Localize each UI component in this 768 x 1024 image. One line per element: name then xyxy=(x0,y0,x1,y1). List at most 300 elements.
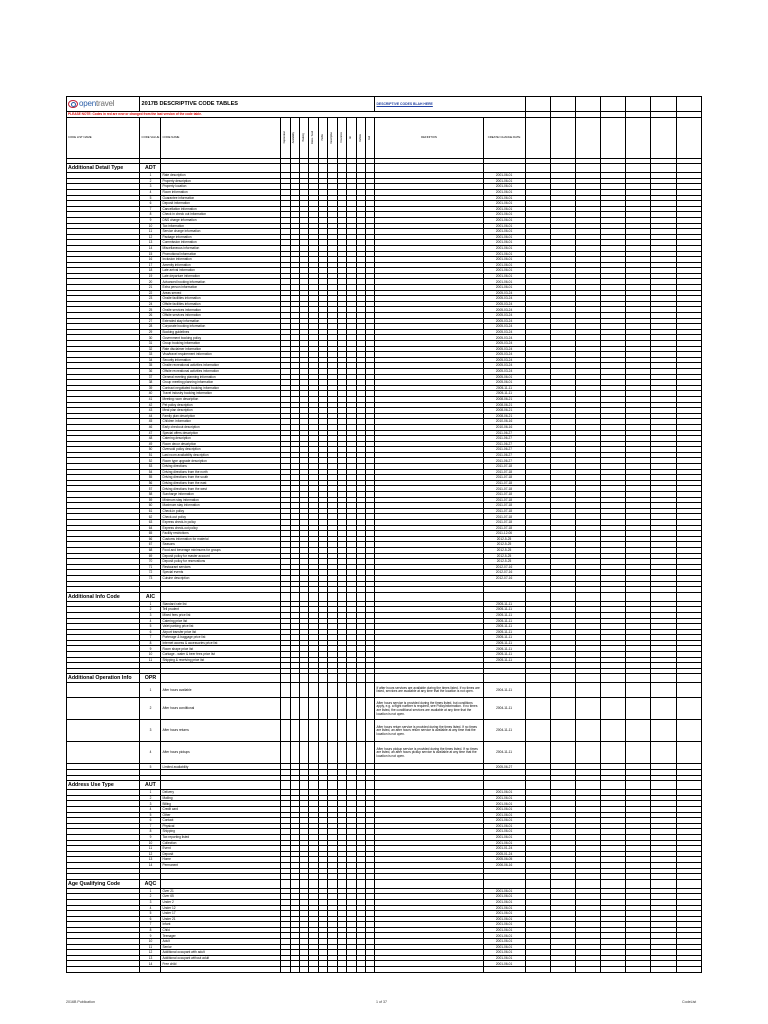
opentravel-logo: opentravel xyxy=(68,100,138,108)
create-change-date: 2001-06-01 xyxy=(483,823,525,829)
code-name: Free child xyxy=(161,961,281,967)
code-name: Additional occupant with adult xyxy=(161,950,281,956)
code-value: 2 xyxy=(140,178,161,184)
code-value: 13 xyxy=(140,240,161,246)
create-change-date: 2005-03-24 xyxy=(483,363,525,369)
col-flag-1: Availability xyxy=(290,117,299,158)
code-name: Facility restrictions xyxy=(161,531,281,537)
code-value: 11 xyxy=(140,944,161,950)
code-value: 48 xyxy=(140,436,161,442)
create-change-date: 2011-07-18 xyxy=(483,486,525,492)
create-change-date: 2005-11-11 xyxy=(483,629,525,635)
code-name: After hours conditional xyxy=(161,698,281,720)
create-change-date: 2008-06-21 xyxy=(483,408,525,414)
code-name: Amenity information xyxy=(161,262,281,268)
code-name: Deposit xyxy=(161,851,281,857)
code-name: Over 65 xyxy=(161,894,281,900)
code-value: 35 xyxy=(140,363,161,369)
code-name: Seasons xyxy=(161,542,281,548)
code-name: Shipping xyxy=(161,829,281,835)
create-change-date: 2001-06-01 xyxy=(483,961,525,967)
create-change-date: 2011-06-27 xyxy=(483,430,525,436)
code-value: 5 xyxy=(140,624,161,630)
code-name: Cuisine description xyxy=(161,575,281,581)
code-name: Pet policy description xyxy=(161,402,281,408)
create-change-date: 2001-06-01 xyxy=(483,189,525,195)
code-value: 41 xyxy=(140,396,161,402)
create-change-date: 2001-06-01 xyxy=(483,790,525,796)
create-change-date: 2005-03-24 xyxy=(483,352,525,358)
code-name: Commission information xyxy=(161,240,281,246)
code-name: Physical xyxy=(161,823,281,829)
code-value: 38 xyxy=(140,380,161,386)
code-name: Tax information xyxy=(161,223,281,229)
code-value: 47 xyxy=(140,430,161,436)
code-name: After hours pickups xyxy=(161,742,281,764)
create-change-date: 2011-07-18 xyxy=(483,464,525,470)
code-name: Contract negotiated booking information xyxy=(161,385,281,391)
code-name: Restaurant services xyxy=(161,564,281,570)
col-definition: DEFINITION xyxy=(375,117,483,158)
create-change-date: 2001-06-01 xyxy=(483,184,525,190)
code-name: Visa/travel requirement information xyxy=(161,352,281,358)
create-change-date: 2011-07-18 xyxy=(483,492,525,498)
create-change-date: 2005-03-24 xyxy=(483,318,525,324)
code-value: 45 xyxy=(140,419,161,425)
create-change-date: 2001-06-01 xyxy=(483,818,525,824)
code-name: Travel industry booking information xyxy=(161,391,281,397)
col-create-change-date: CREATE/ CHANGE DATE xyxy=(483,117,525,158)
code-value: 58 xyxy=(140,492,161,498)
create-change-date: 2001-06-01 xyxy=(483,245,525,251)
code-value: 19 xyxy=(140,273,161,279)
code-name: Senior xyxy=(161,944,281,950)
create-change-date: 2005-11-11 xyxy=(483,624,525,630)
create-change-date: 2001-06-01 xyxy=(483,195,525,201)
code-name: Meeting room description xyxy=(161,396,281,402)
code-value: 11 xyxy=(140,846,161,852)
code-value: 5 xyxy=(140,911,161,917)
page-title: 2017B DESCRIPTIVE CODE TABLES xyxy=(140,97,375,112)
code-value: 1 xyxy=(140,683,161,698)
code-value: 7 xyxy=(140,823,161,829)
code-value: 1 xyxy=(140,173,161,179)
code-value: 64 xyxy=(140,525,161,531)
code-name: Package information xyxy=(161,234,281,240)
create-change-date: 2005-11-11 xyxy=(483,646,525,652)
code-value: 67 xyxy=(140,542,161,548)
col-flag-9: Rail xyxy=(366,117,375,158)
code-name: Catering price list xyxy=(161,618,281,624)
col-code-name: CODE NAME xyxy=(161,117,281,158)
code-name: Corkage - water & beer fees price list xyxy=(161,652,281,658)
code-name: Corporate booking information xyxy=(161,324,281,330)
code-name: Family plan description xyxy=(161,413,281,419)
code-name: Property description xyxy=(161,178,281,184)
code-value: 13 xyxy=(140,857,161,863)
create-change-date: 2005-03-24 xyxy=(483,335,525,341)
definition: After hours service is provided during the times listed, but conditions apply, e.g. a flight number is required, see PolicyInformation. If no times are listed, the conditional services are available at any time that the location is not open. xyxy=(375,698,483,720)
section-name: Address Use Type xyxy=(67,781,140,790)
create-change-date: 2001-06-01 xyxy=(483,955,525,961)
col-flag-6: Insurance xyxy=(337,117,346,158)
code-value: 20 xyxy=(140,279,161,285)
create-change-date: 2005-06-01 xyxy=(483,374,525,380)
create-change-date: 2001-06-01 xyxy=(483,178,525,184)
create-change-date: 2001-06-01 xyxy=(483,234,525,240)
code-value: 44 xyxy=(140,413,161,419)
code-name: Additional occupant without adult xyxy=(161,955,281,961)
code-name: Shipping & receiving price list xyxy=(161,657,281,663)
col-code-value: CODE VALUE xyxy=(140,117,161,158)
code-value: 66 xyxy=(140,536,161,542)
code-value: 3 xyxy=(140,801,161,807)
code-value: 27 xyxy=(140,318,161,324)
code-value: 8 xyxy=(140,640,161,646)
code-value: 8 xyxy=(140,927,161,933)
create-change-date: 2011-07-18 xyxy=(483,475,525,481)
code-name: Check in check out information xyxy=(161,212,281,218)
create-change-date: 2001-06-01 xyxy=(483,905,525,911)
code-value: 5 xyxy=(140,812,161,818)
code-value: 61 xyxy=(140,508,161,514)
code-value: 31 xyxy=(140,341,161,347)
create-change-date: 2001-06-01 xyxy=(483,922,525,928)
create-change-date: 2011-12-06 xyxy=(483,531,525,537)
create-change-date: 2005-03-24 xyxy=(483,301,525,307)
create-change-date: 2005-11-11 xyxy=(483,640,525,646)
code-value: 73 xyxy=(140,575,161,581)
create-change-date: 2005-03-24 xyxy=(483,346,525,352)
code-value: 18 xyxy=(140,268,161,274)
code-name: Offsite services information xyxy=(161,313,281,319)
code-value: 30 xyxy=(140,335,161,341)
create-change-date: 2001-06-01 xyxy=(483,939,525,945)
code-value: 1 xyxy=(140,790,161,796)
code-name: Special events xyxy=(161,570,281,576)
create-change-date: 2012-5-25 xyxy=(483,542,525,548)
code-value: 23 xyxy=(140,296,161,302)
code-value: 3 xyxy=(140,899,161,905)
code-name: Government booking policy xyxy=(161,335,281,341)
create-change-date: 2005-03-24 xyxy=(483,329,525,335)
footer-publication: 2016B Publication xyxy=(66,1000,95,1004)
section-name: Additional Detail Type xyxy=(67,164,140,173)
create-change-date: 2001-06-01 xyxy=(483,807,525,813)
code-value: 4 xyxy=(140,807,161,813)
create-change-date: 2001-06-01 xyxy=(483,795,525,801)
code-value: 62 xyxy=(140,514,161,520)
descriptive-codes-link[interactable]: DESCRIPTIVE CODES BLAH HERE xyxy=(376,101,433,106)
create-change-date: 2005-11-11 xyxy=(483,657,525,663)
create-change-date: 2011-06-27 xyxy=(483,441,525,447)
code-value: 42 xyxy=(140,402,161,408)
code-value: 68 xyxy=(140,547,161,553)
section-header xyxy=(67,674,702,683)
create-change-date: 2010-06-16 xyxy=(483,419,525,425)
code-value: 4 xyxy=(140,905,161,911)
code-name: Tax reporting listed xyxy=(161,834,281,840)
code-value: 4 xyxy=(140,189,161,195)
code-value: 25 xyxy=(140,307,161,313)
code-name: Last room availability description xyxy=(161,452,281,458)
code-value: 10 xyxy=(140,840,161,846)
table-row xyxy=(67,683,702,698)
create-change-date: 2011-07-18 xyxy=(483,480,525,486)
create-change-date: 2004-11-11 xyxy=(483,742,525,764)
code-name: Mailing xyxy=(161,795,281,801)
create-change-date: 2005-03-24 xyxy=(483,341,525,347)
section-name: Additional Operation Info xyxy=(67,674,140,683)
code-name: Child xyxy=(161,927,281,933)
create-change-date: 2001-06-01 xyxy=(483,262,525,268)
create-change-date: 2001-06-01 xyxy=(483,173,525,179)
code-value: 70 xyxy=(140,559,161,565)
code-value: 50 xyxy=(140,447,161,453)
code-name: Permanent xyxy=(161,862,281,868)
col-flag-4: Profile xyxy=(318,117,327,158)
create-change-date: 2005-03-24 xyxy=(483,368,525,374)
code-name: Catering description xyxy=(161,436,281,442)
code-name: Infant xyxy=(161,922,281,928)
code-name: After hours available xyxy=(161,683,281,698)
create-change-date: 2001-06-01 xyxy=(483,834,525,840)
code-value: 7 xyxy=(140,635,161,641)
col-flag-5: Descriptive xyxy=(328,117,337,158)
code-name: Porterage & baggage price list xyxy=(161,635,281,641)
code-value: 11 xyxy=(140,229,161,235)
code-name: Advanced booking information xyxy=(161,279,281,285)
code-value: 1 xyxy=(140,888,161,894)
code-name: Offsite recreational activities information xyxy=(161,368,281,374)
code-name: Delivery xyxy=(161,790,281,796)
create-change-date: 2001-06-01 xyxy=(483,223,525,229)
code-name: Deposit information xyxy=(161,201,281,207)
code-name: Under 2 xyxy=(161,899,281,905)
code-name: Express check-in policy xyxy=(161,520,281,526)
code-value: 14 xyxy=(140,961,161,967)
code-name: Late departure information xyxy=(161,273,281,279)
code-value: 37 xyxy=(140,374,161,380)
create-change-date: 2001-06-01 xyxy=(483,257,525,263)
create-change-date: 2001-06-01 xyxy=(483,927,525,933)
code-name: Standard rate list xyxy=(161,601,281,607)
code-value: 10 xyxy=(140,939,161,945)
code-name: Service charge information xyxy=(161,229,281,235)
code-value: 65 xyxy=(140,531,161,537)
code-value: 55 xyxy=(140,475,161,481)
code-name: Driving directions from the south xyxy=(161,475,281,481)
code-name: DNS charge information xyxy=(161,217,281,223)
code-value: 49 xyxy=(140,441,161,447)
code-value: 2 xyxy=(140,698,161,720)
code-name: Group meeting planning information xyxy=(161,380,281,386)
code-name: Group booking information xyxy=(161,341,281,347)
code-value: 9 xyxy=(140,834,161,840)
code-name: Credit card xyxy=(161,807,281,813)
code-name: Express check-out policy xyxy=(161,525,281,531)
code-name: Driving directions xyxy=(161,464,281,470)
code-name: Security information xyxy=(161,357,281,363)
create-change-date: 2001-06-01 xyxy=(483,240,525,246)
col-code-list-name: CODE LIST NAME xyxy=(67,117,140,158)
section-header xyxy=(67,781,702,790)
code-value: 63 xyxy=(140,520,161,526)
code-name: Event xyxy=(161,846,281,852)
section-code: AIC xyxy=(140,592,161,601)
code-value: 1 xyxy=(140,601,161,607)
code-value: 39 xyxy=(140,385,161,391)
code-value: 6 xyxy=(140,201,161,207)
code-name: General meeting planning information xyxy=(161,374,281,380)
create-change-date: 2001-06-01 xyxy=(483,888,525,894)
code-name: Maximum stay information xyxy=(161,503,281,509)
code-name: Room type upgrade description xyxy=(161,458,281,464)
create-change-date: 2010-06-16 xyxy=(483,424,525,430)
create-change-date: 2005-06-05 xyxy=(483,857,525,863)
create-change-date: 2012-5-25 xyxy=(483,547,525,553)
col-flag-8: Vehicle xyxy=(356,117,365,158)
create-change-date: 2001-06-01 xyxy=(483,894,525,900)
code-value: 12 xyxy=(140,851,161,857)
create-change-date: 2001-06-01 xyxy=(483,911,525,917)
create-change-date: 2008-06-21 xyxy=(483,396,525,402)
code-name: Valet parking price list xyxy=(161,624,281,630)
create-change-date: 2011-07-18 xyxy=(483,497,525,503)
create-change-date: 2001-06-01 xyxy=(483,201,525,207)
code-name: Meal plan description xyxy=(161,408,281,414)
code-name: Food and beverage minimums for groups xyxy=(161,547,281,553)
code-value: 71 xyxy=(140,564,161,570)
code-value: 7 xyxy=(140,206,161,212)
section-code: AUT xyxy=(140,781,161,790)
code-value: 5 xyxy=(140,195,161,201)
code-value: 9 xyxy=(140,217,161,223)
col-flag-7: Air xyxy=(347,117,356,158)
code-name: Onsite facilities information xyxy=(161,296,281,302)
code-value: 8 xyxy=(140,829,161,835)
create-change-date: 2006-06-16 xyxy=(483,862,525,868)
code-name: Early checkout description xyxy=(161,424,281,430)
code-value: 3 xyxy=(140,184,161,190)
code-name: Tell prudent xyxy=(161,607,281,613)
code-value: 8 xyxy=(140,212,161,218)
code-value: 32 xyxy=(140,346,161,352)
create-change-date: 2005-03-24 xyxy=(483,296,525,302)
table-row xyxy=(67,698,702,720)
create-change-date: 2012-5-25 xyxy=(483,553,525,559)
create-change-date: 2005-06-27 xyxy=(483,764,525,770)
code-name: Guarantee information xyxy=(161,195,281,201)
code-value: 13 xyxy=(140,955,161,961)
create-change-date: 2001-06-01 xyxy=(483,229,525,235)
code-value: 56 xyxy=(140,480,161,486)
code-name: Promotional information xyxy=(161,251,281,257)
code-value: 4 xyxy=(140,618,161,624)
code-name: Extra person information xyxy=(161,285,281,291)
code-value: 17 xyxy=(140,262,161,268)
create-change-date: 2001-01-24 xyxy=(483,846,525,852)
code-name: Check-out policy xyxy=(161,514,281,520)
create-change-date: 2005-11-11 xyxy=(483,601,525,607)
code-value: 16 xyxy=(140,257,161,263)
code-name: Adult xyxy=(161,939,281,945)
col-flag-3: Rates / Avail xyxy=(309,117,318,158)
col-flag-2: Booking xyxy=(299,117,308,158)
definition: If after hours services are available during the times listed. If no times are listed, services are available at any time that the location is not open. xyxy=(375,683,483,698)
create-change-date: 2011-06-27 xyxy=(483,447,525,453)
code-value: 53 xyxy=(140,464,161,470)
code-name: Driving directions from the north xyxy=(161,469,281,475)
section-code: OPR xyxy=(140,674,161,683)
definition: After hours pickup service is provided during the times listed. If no times are listed, an after hours pickup service is available at any time that the location is not open. xyxy=(375,742,483,764)
code-value: 24 xyxy=(140,301,161,307)
code-name: Internet access & accessories price list xyxy=(161,640,281,646)
code-value: 60 xyxy=(140,503,161,509)
code-name: Contact xyxy=(161,818,281,824)
code-value: 10 xyxy=(140,652,161,658)
code-value: 12 xyxy=(140,234,161,240)
logo-icon xyxy=(68,100,78,108)
code-name: Teenager xyxy=(161,933,281,939)
create-change-date: 2005-11-11 xyxy=(483,618,525,624)
code-name: Limited availability xyxy=(161,764,281,770)
code-value: 59 xyxy=(140,497,161,503)
create-change-date: 2001-06-01 xyxy=(483,812,525,818)
code-name: Under 17 xyxy=(161,911,281,917)
code-table xyxy=(66,96,702,973)
code-name: Extended stay information xyxy=(161,318,281,324)
section-header xyxy=(67,879,702,888)
section-header xyxy=(67,592,702,601)
code-name: Cancellation information xyxy=(161,206,281,212)
code-name: Minimum stay information xyxy=(161,497,281,503)
code-name: Children information xyxy=(161,419,281,425)
code-value: 34 xyxy=(140,357,161,363)
section-code: AQC xyxy=(140,879,161,888)
create-change-date: 2001-06-01 xyxy=(483,279,525,285)
create-change-date: 2005-03-24 xyxy=(483,324,525,330)
table-row xyxy=(67,720,702,742)
create-change-date: 2001-06-01 xyxy=(483,251,525,257)
create-change-date: 2011-06-27 xyxy=(483,436,525,442)
section-name: Additional Info Code xyxy=(67,592,140,601)
create-change-date: 2005-06-01 xyxy=(483,380,525,386)
create-change-date: 2001-06-01 xyxy=(483,285,525,291)
create-change-date: 2011-06-27 xyxy=(483,452,525,458)
code-value: 15 xyxy=(140,251,161,257)
create-change-date: 2011-07-18 xyxy=(483,503,525,509)
code-name: Surcharge information xyxy=(161,492,281,498)
code-value: 6 xyxy=(140,916,161,922)
create-change-date: 2001-06-01 xyxy=(483,950,525,956)
create-change-date: 2005-03-24 xyxy=(483,313,525,319)
create-change-date: 2001-06-01 xyxy=(483,840,525,846)
code-value: 7 xyxy=(140,922,161,928)
table-row xyxy=(67,742,702,764)
create-change-date: 2001-06-01 xyxy=(483,944,525,950)
create-change-date: 2004-11-11 xyxy=(483,698,525,720)
code-name: Room shape price list xyxy=(161,646,281,652)
create-change-date: 2005-11-11 xyxy=(483,612,525,618)
code-name: Inclusion information xyxy=(161,257,281,263)
code-value: 52 xyxy=(140,458,161,464)
create-change-date: 2005-11-11 xyxy=(483,391,525,397)
code-value: 22 xyxy=(140,290,161,296)
create-change-date: 2005-11-11 xyxy=(483,385,525,391)
code-value: 57 xyxy=(140,486,161,492)
create-change-date: 2001-06-01 xyxy=(483,206,525,212)
